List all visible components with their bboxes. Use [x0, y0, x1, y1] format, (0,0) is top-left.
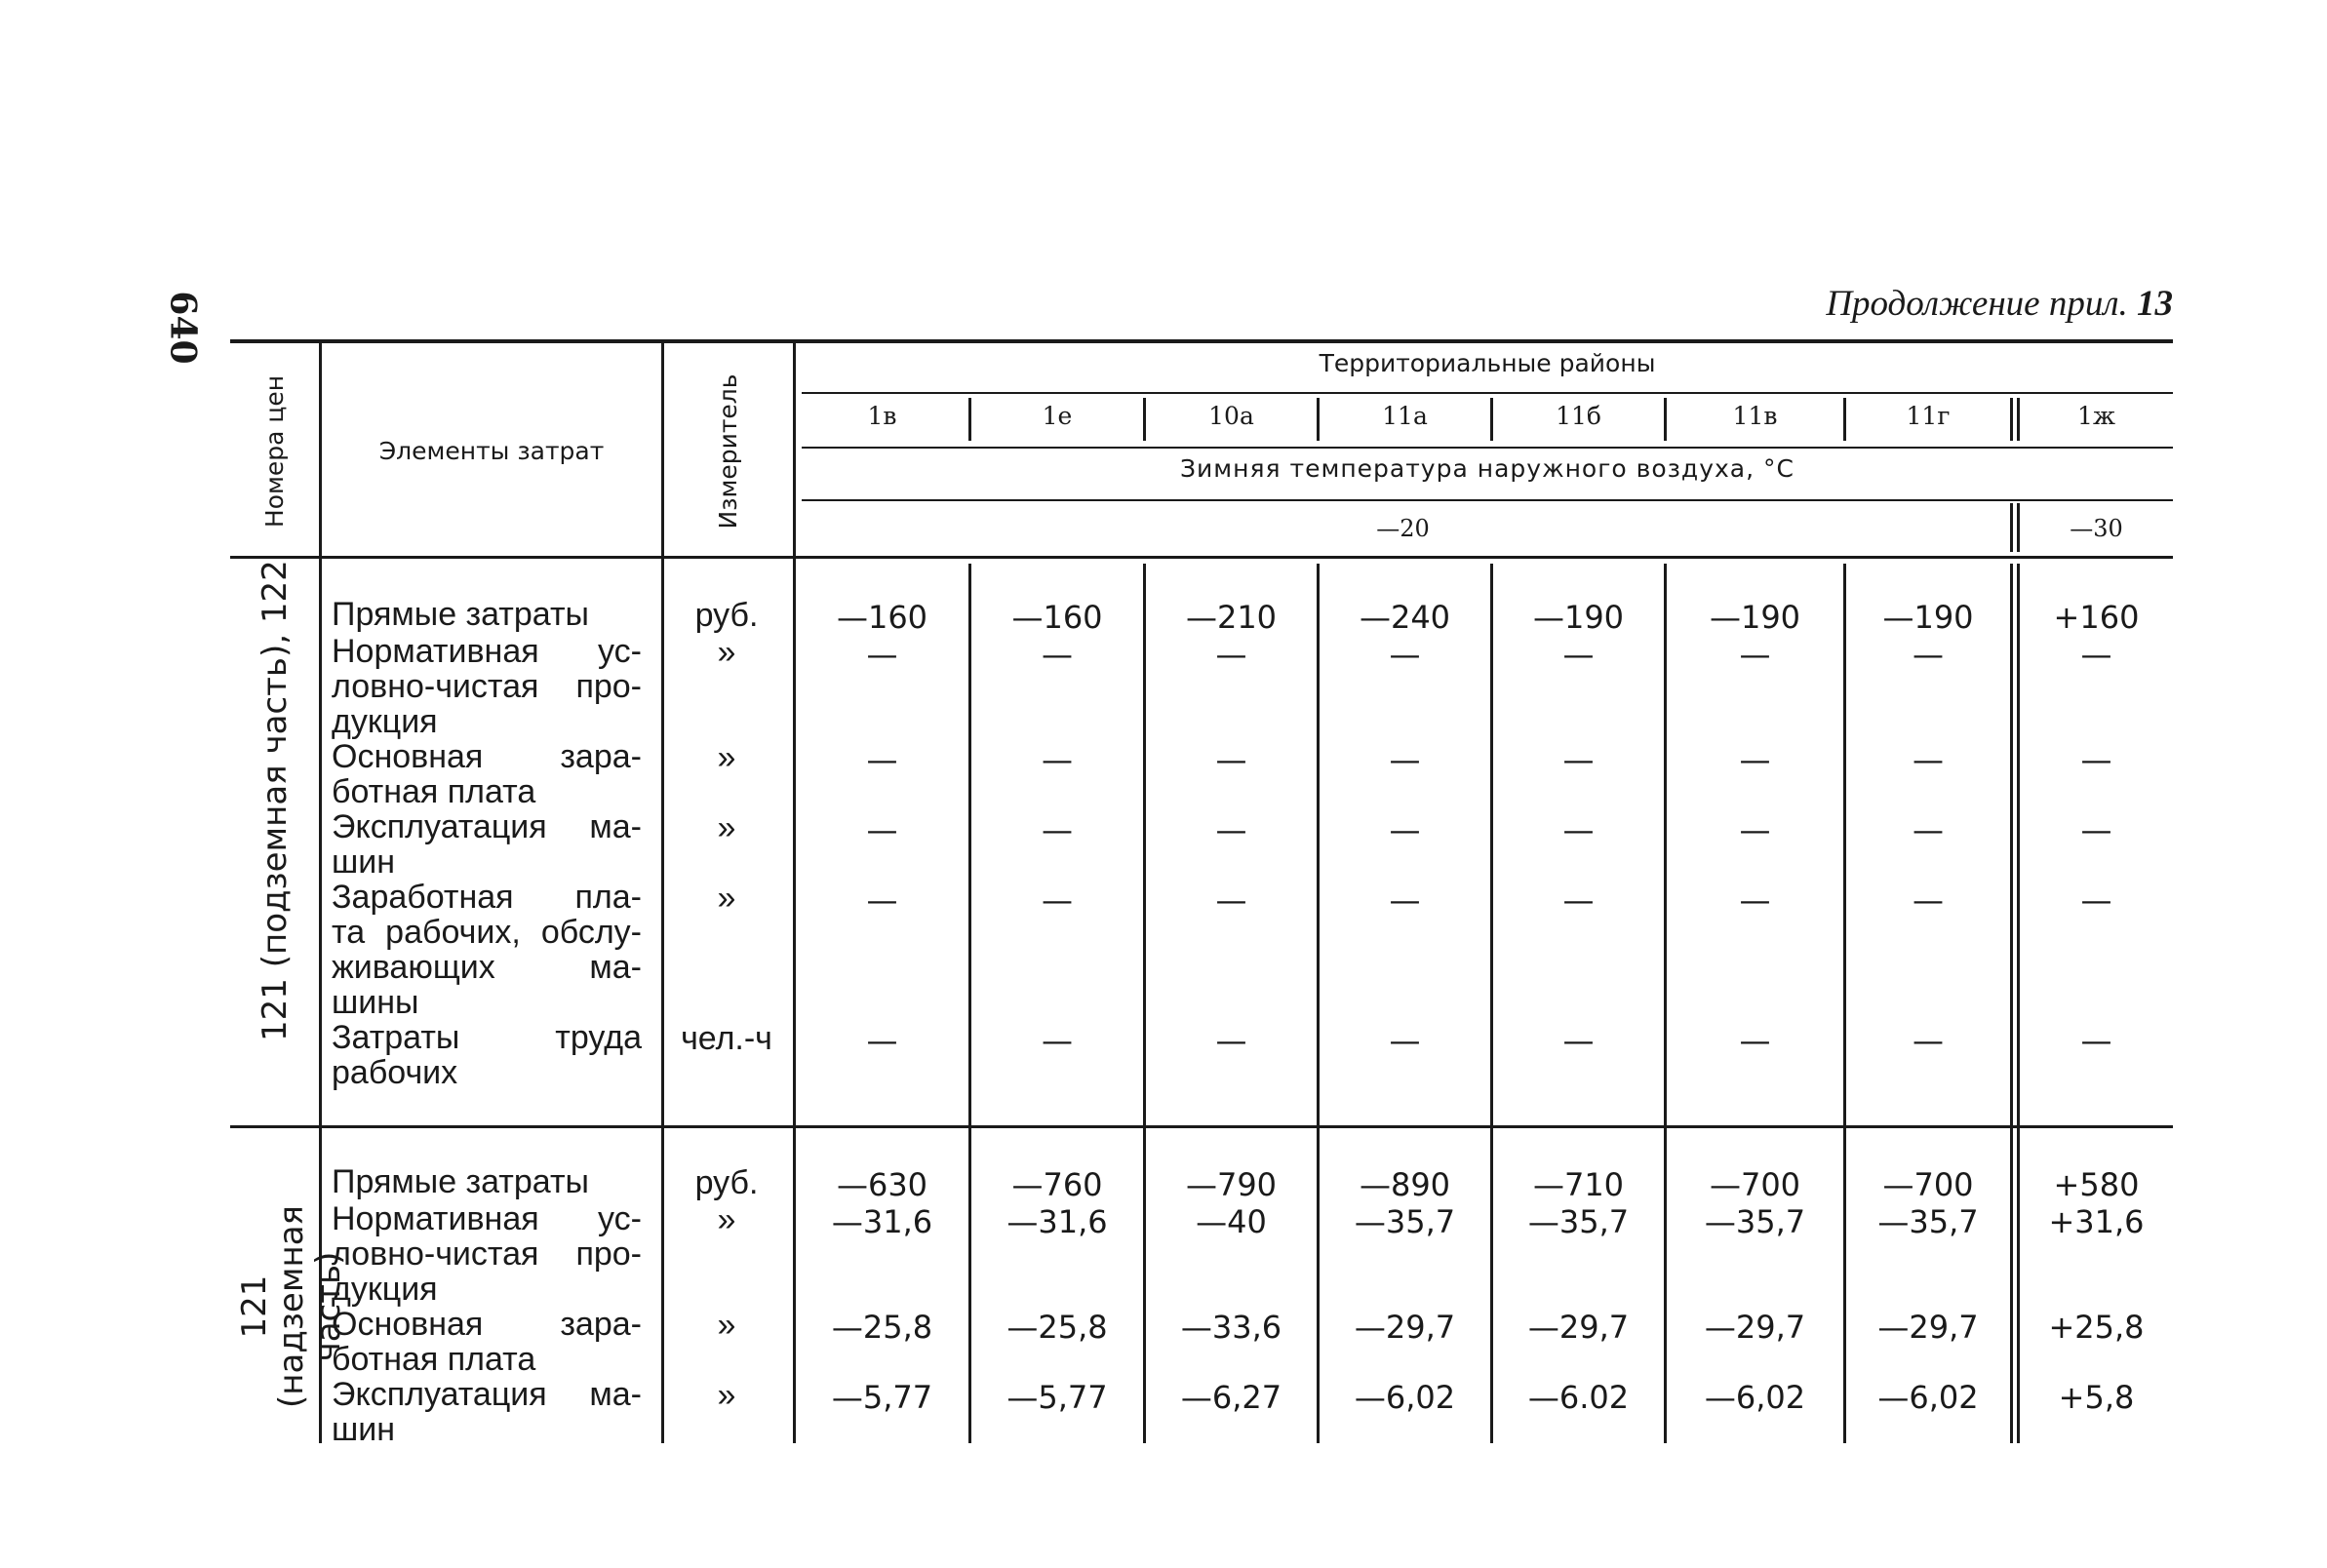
value-cell: —760 [1011, 1166, 1103, 1203]
value-cell: — [1215, 741, 1247, 778]
vline-temp-a [2010, 503, 2013, 552]
value-cell: +580 [2053, 1166, 2140, 1203]
value-cell: —40 [1196, 1203, 1267, 1240]
value-cell: —25,8 [831, 1309, 933, 1346]
value-cell: — [1562, 882, 1595, 919]
value-cell: — [866, 811, 898, 848]
section-divider-rule [230, 1125, 2173, 1128]
value-cell: —35,7 [1704, 1203, 1806, 1240]
page-number: 640 [162, 291, 204, 365]
temp-value: —20 [1376, 515, 1430, 542]
value-cell: — [1215, 1022, 1247, 1059]
value-cell: —35,7 [1354, 1203, 1456, 1240]
value-cell: —29,7 [1354, 1309, 1456, 1346]
unit-label: » [717, 1201, 736, 1238]
value-cell: —25,8 [1006, 1309, 1108, 1346]
element-label-line: ботная плата [332, 1341, 536, 1378]
value-cell: — [2080, 811, 2112, 848]
regions-rule [802, 392, 2173, 394]
value-cell: — [2080, 741, 2112, 778]
value-cell: — [1389, 811, 1421, 848]
value-cell: —6,02 [1704, 1379, 1806, 1416]
element-label-line: живающих ма- [332, 949, 642, 986]
header-unit: Измеритель [714, 373, 742, 529]
unit-label: руб. [694, 1164, 759, 1201]
value-cell: — [2080, 1022, 2112, 1059]
element-label-line: Прямые затраты [332, 596, 589, 633]
region-label: 1в [867, 402, 897, 430]
value-cell: +31,6 [2048, 1203, 2145, 1240]
element-label [332, 597, 642, 632]
caption-number: 13 [2137, 284, 2173, 324]
value-cell: — [1215, 811, 1247, 848]
element-label-line: шин [332, 1411, 396, 1448]
value-cell: — [1042, 882, 1073, 919]
value-cell: — [1389, 1022, 1421, 1059]
value-cell: — [1042, 741, 1073, 778]
element-label-line: Основная зара- [332, 1306, 642, 1343]
value-cell: —790 [1185, 1166, 1278, 1203]
vline-region-7a [2010, 398, 2013, 441]
value-cell: —29,7 [1704, 1309, 1806, 1346]
value-cell: — [866, 636, 898, 673]
temp-values-rule [802, 499, 2173, 501]
value-cell: — [1913, 1022, 1944, 1059]
vline-body-7a [2010, 564, 2013, 1443]
value-cell: —29,7 [1527, 1309, 1630, 1346]
region-label: 10а [1208, 402, 1254, 430]
value-cell: —210 [1185, 599, 1278, 636]
element-label-line: Эксплуатация ма- [332, 1376, 642, 1413]
value-cell: —35,7 [1877, 1203, 1979, 1240]
value-cell: — [866, 741, 898, 778]
value-cell: —700 [1709, 1166, 1801, 1203]
unit-label: » [717, 1377, 736, 1414]
section-2-label-line: 121 (надземная [235, 1205, 311, 1409]
header-price-numbers: Номера цен [260, 374, 289, 529]
unit-label: » [717, 739, 736, 776]
region-label: 1ж [2077, 402, 2115, 430]
element-label [332, 1164, 642, 1199]
element-label [332, 1201, 642, 1307]
value-cell: — [866, 1022, 898, 1059]
element-label-line: Основная зара- [332, 738, 642, 775]
value-cell: — [1739, 636, 1771, 673]
value-cell: — [1913, 636, 1944, 673]
value-cell: —6,27 [1180, 1379, 1282, 1416]
value-cell: —6.02 [1527, 1379, 1630, 1416]
value-cell: — [1042, 811, 1073, 848]
value-cell: —190 [1709, 599, 1801, 636]
value-cell: — [1562, 811, 1595, 848]
unit-label: » [717, 634, 736, 671]
value-cell: —710 [1532, 1166, 1625, 1203]
element-label [332, 634, 642, 739]
region-label: 11б [1556, 402, 1601, 430]
element-label-line: Заработная пла- [332, 879, 642, 916]
value-cell: —5,77 [831, 1379, 933, 1416]
unit-label: чел.-ч [681, 1020, 772, 1057]
element-label-line: дукция [332, 703, 438, 740]
value-cell: — [1042, 1022, 1073, 1059]
element-label-line: шин [332, 843, 396, 881]
region-label: 11г [1906, 402, 1951, 430]
value-cell: — [1389, 882, 1421, 919]
section-2-label-line: часть) [309, 1251, 348, 1362]
value-cell: —6,02 [1354, 1379, 1456, 1416]
element-label [332, 809, 642, 880]
element-label-line: Нормативная ус- [332, 633, 642, 670]
value-cell: +25,8 [2048, 1309, 2145, 1346]
temp-title-rule-top [802, 447, 2173, 449]
value-cell: +5,8 [2058, 1379, 2135, 1416]
element-label [332, 880, 642, 1020]
element-label-line: Нормативная ус- [332, 1200, 642, 1237]
value-cell: —890 [1359, 1166, 1451, 1203]
value-cell: — [1739, 741, 1771, 778]
value-cell: — [866, 882, 898, 919]
element-label [332, 1377, 642, 1447]
value-cell: —240 [1359, 599, 1451, 636]
value-cell: — [1389, 741, 1421, 778]
value-cell: —29,7 [1877, 1309, 1979, 1346]
element-label [332, 1020, 642, 1090]
value-cell: — [1913, 741, 1944, 778]
header-regions-title: Территориальные районы [1319, 349, 1656, 377]
value-cell: — [1562, 636, 1595, 673]
value-cell: —190 [1532, 599, 1625, 636]
element-label-line: та рабочих, обслу- [332, 914, 642, 951]
region-label: 1е [1042, 402, 1073, 430]
region-label: 11а [1382, 402, 1428, 430]
table-top-rule [230, 339, 2173, 343]
caption-text: Продолжение прил. [1826, 284, 2128, 324]
element-label-line: дукция [332, 1271, 438, 1308]
value-cell: — [1389, 636, 1421, 673]
value-cell: — [1913, 811, 1944, 848]
unit-label: » [717, 809, 736, 846]
header-elements: Элементы затрат [378, 437, 605, 465]
element-label-line: Эксплуатация ма- [332, 808, 642, 845]
element-label-line: ловно-чистая про- [332, 668, 642, 705]
value-cell: —33,6 [1180, 1309, 1282, 1346]
unit-label: » [717, 880, 736, 917]
region-label: 11в [1732, 402, 1778, 430]
value-cell: —160 [1011, 599, 1103, 636]
value-cell: —31,6 [1006, 1203, 1108, 1240]
value-cell: —630 [836, 1166, 928, 1203]
value-cell: +160 [2053, 599, 2140, 636]
value-cell: —35,7 [1527, 1203, 1630, 1240]
value-cell: —5,77 [1006, 1379, 1108, 1416]
value-cell: —31,6 [831, 1203, 933, 1240]
element-label-line: Затраты труда [332, 1019, 642, 1056]
value-cell: — [1215, 636, 1247, 673]
section-1-price-label: 121 (подземная часть), 122 [256, 560, 295, 1041]
value-cell: —190 [1882, 599, 1974, 636]
element-label-line: рабочих [332, 1054, 458, 1091]
value-cell: — [1739, 1022, 1771, 1059]
element-label-line: Прямые затраты [332, 1163, 589, 1200]
unit-label: » [717, 1307, 736, 1344]
value-cell: —160 [836, 599, 928, 636]
value-cell: — [2080, 882, 2112, 919]
element-label [332, 1307, 642, 1377]
value-cell: —6,02 [1877, 1379, 1979, 1416]
temp-value: —30 [2070, 515, 2123, 542]
value-cell: — [1562, 1022, 1595, 1059]
value-cell: — [1739, 811, 1771, 848]
value-cell: — [1913, 882, 1944, 919]
element-label-line: ботная плата [332, 773, 536, 810]
header-bottom-rule [230, 556, 2173, 559]
value-cell: — [1215, 882, 1247, 919]
value-cell: — [1562, 741, 1595, 778]
element-label-line: ловно-чистая про- [332, 1235, 642, 1273]
value-cell: — [1739, 882, 1771, 919]
value-cell: — [1042, 636, 1073, 673]
value-cell: — [2080, 636, 2112, 673]
header-temp-title: Зимняя температура наружного воздуха, °С [1180, 454, 1795, 483]
element-label [332, 739, 642, 809]
section-2-price-label [235, 1170, 348, 1443]
element-label-line: шины [332, 984, 419, 1021]
unit-label: руб. [694, 597, 759, 634]
value-cell: —700 [1882, 1166, 1974, 1203]
